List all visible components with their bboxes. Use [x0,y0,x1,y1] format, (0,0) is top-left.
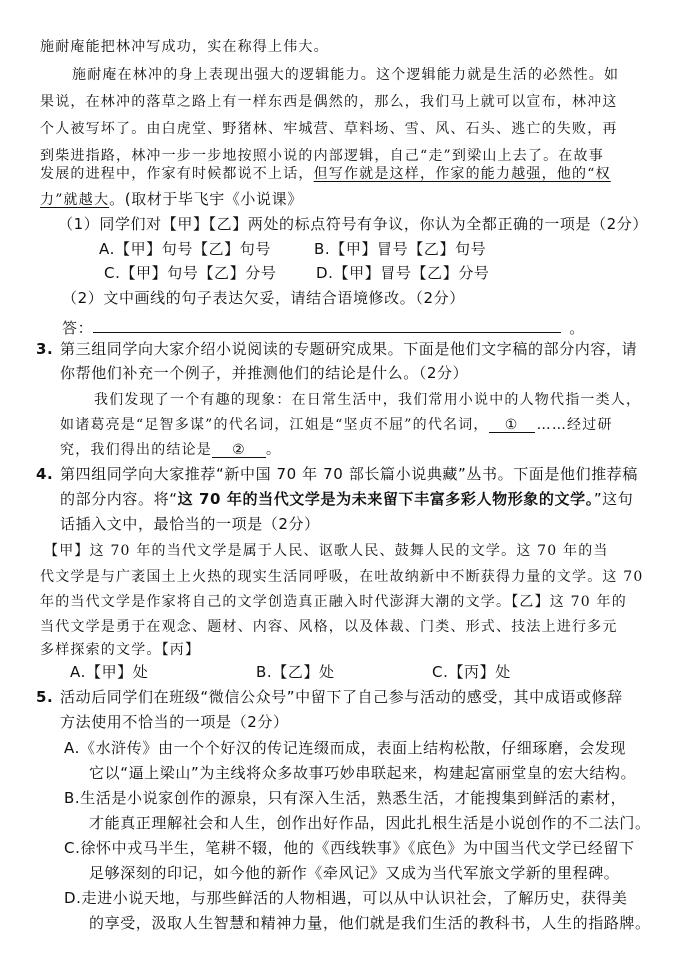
q3-text-line-3-b: 。 [266,442,282,458]
q3-text-line-3 [60,443,281,458]
blank-1[interactable]: ① [489,418,535,433]
q4-stem-line-2-a: 的部分内容。将“ [60,490,178,508]
q4-para-line-1: 【甲】这 70 年的当代文学是属于人民、讴歌人民、鼓舞人民的文学。这 70 年的当 [44,543,609,559]
q4-option-a[interactable]: A.【甲】处 [70,663,149,681]
q4-stem-line-2-c: ”这句 [593,490,634,508]
q5-number: 5. [36,688,54,706]
q5-stem-line-1: 活动后同学们在班级“微信公众号”中留下了自己参与活动的感受，其中成语或修辞 [60,688,623,706]
passage-line-6 [40,167,611,181]
q2-stem: （2）文中画线的句子表达欠妥，请结合语境修改。（2分） [62,289,465,307]
q5-option-d-line-2: 的享受，汲取人生智慧和精神力量，他们就是我们生活的教科书，人生的指路牌。 [89,914,651,932]
q4-insert-sentence: 这 70 年的当代文学是为未来留下丰富多彩人物形象的文学。 [177,490,594,508]
q3-number: 3. [36,340,54,358]
q1-option-b[interactable]: B.【甲】冒号【乙】句号 [314,240,487,258]
q4-number: 4. [36,465,54,483]
q1-option-d[interactable]: D.【甲】冒号【乙】分号 [316,264,490,282]
q3-text-line-1: 我们发现了一个有趣的现象：在日常生活中，我们常用小说中的人物代指一类人， [94,392,642,408]
passage-line-3: 果说，在林冲的落草之路上有一样东西是偶然的，那么，我们马上就可以宣布，林冲这 [40,94,618,110]
q4-para-line-4: 当代文学是勇于在观念、题材、内容、风格，以及体裁、门类、形式、技法上进行多元 [40,619,618,635]
q4-stem-line-3: 话插入文中，最恰当的一项是（2分） [60,515,320,533]
q4-para-line-3: 年的当代文学是作家将自己的文学创造真正融入时代澎湃大潮的文学。【乙】这 70 年的 [40,594,627,610]
q1-stem: （1）同学们对【甲】【乙】两处的标点符号有争议，你认为全都正确的一项是（2分） [58,215,648,233]
q4-para-line-2: 代文学是与广袤国土上火热的现实生活同呼吸，在吐故纳新中不断获得力量的文学。这 70 [40,569,644,585]
q1-option-a[interactable]: A.【甲】句号【乙】句号 [99,240,271,258]
q4-option-c[interactable]: C.【丙】处 [432,663,511,681]
underlined-sentence-part-2: 力”就越大 [40,192,110,208]
answer-label: 答： [62,319,94,337]
q4-para-line-5: 多样探索的文学。【丙】 [40,642,201,658]
answer-end-mark: 。 [569,319,585,337]
q3-text-line-2-a: 如诸葛亮是“足智多谋”的代名词，江姐是“坚贞不屈”的代名词， [60,417,489,433]
q5-option-c-line-1[interactable]: C.徐怀中戎马半生，笔耕不辍，他的《西线轶事》《底色》为中国当代文学已经留下 [64,839,635,857]
q5-option-a-line-1[interactable]: A.《水浒传》由一个个好汉的传记连缀而成，表面上结构松散，仔细琢磨，会发现 [64,739,626,757]
passage-line-4: 个人被写坏了。由白虎堂、野猪林、牢城营、草料场、雪、风、石头、逃亡的失败，再 [40,121,618,137]
passage-line-7 [40,192,303,207]
q4-option-b[interactable]: B.【乙】处 [256,663,335,681]
q5-option-a-line-2: 它以“逼上梁山”为主线将众多故事巧妙串联起来，构建起富丽堂皇的宏大结构。 [89,764,637,782]
q5-option-d-line-1[interactable]: D.走进小说天地，与那些鲜活的人物相遇，可以从中认识社会，了解历史，获得美 [64,889,628,907]
q2-answer-row [62,318,585,336]
q3-stem-line-2: 你帮他们补充一个例子，并推测他们的结论是什么。（2分） [60,364,469,382]
q3-text-line-2-b: ……经过研 [536,417,613,433]
blank-2[interactable]: ② [212,443,266,458]
q4-stem-line-1: 第四组同学向大家推荐“新中国 70 年 70 部长篇小说典藏”丛书。下面是他们推荐稿 [60,465,638,483]
q3-text-line-2 [60,418,613,433]
answer-line[interactable] [93,318,561,333]
underlined-sentence-part-1: 但写作就是这样，作家的能力越强，他的“权 [313,166,611,182]
q3-stem-line-1: 第三组同学向大家介绍小说阅读的专题研究成果。下面是他们文字稿的部分内容，请 [60,340,638,358]
q1-option-c[interactable]: C.【甲】句号【乙】分号 [104,264,277,282]
q5-option-c-line-2: 足够深刻的印记，如今他的新作《牵风记》又成为当代军旅文学新的里程碑。 [89,864,620,882]
passage-line-6-text: 发展的进程中，作家有时候都说不上话， [40,166,314,182]
q3-text-line-3-a: 究，我们得出的结论是 [60,442,212,458]
passage-line-5: 到柴进指路，林冲一步一步地按照小说的内部逻辑，自己“走”到梁山上去了。在故事 [40,148,604,164]
q5-stem-line-2: 方法使用不恰当的一项是（2分） [60,713,289,731]
q4-stem-line-2 [60,492,633,507]
q5-option-b-line-1[interactable]: B.生活是小说家创作的源泉，只有深入生活，熟悉生活，才能搜集到鲜活的素材， [64,789,627,807]
passage-line-2: 施耐庵在林冲的身上表现出强大的逻辑能力。这个逻辑能力就是生活的必然性。如 [72,67,620,83]
passage-line-1: 施耐庵能把林冲写成功，实在称得上伟大。 [40,39,329,55]
q5-option-b-line-2: 才能真正理解社会和人生，创作出好作品，因此扎根生活是小说创作的不二法门。 [89,814,651,832]
passage-source: 。(取材于毕飞宇《小说课》 [109,190,303,208]
